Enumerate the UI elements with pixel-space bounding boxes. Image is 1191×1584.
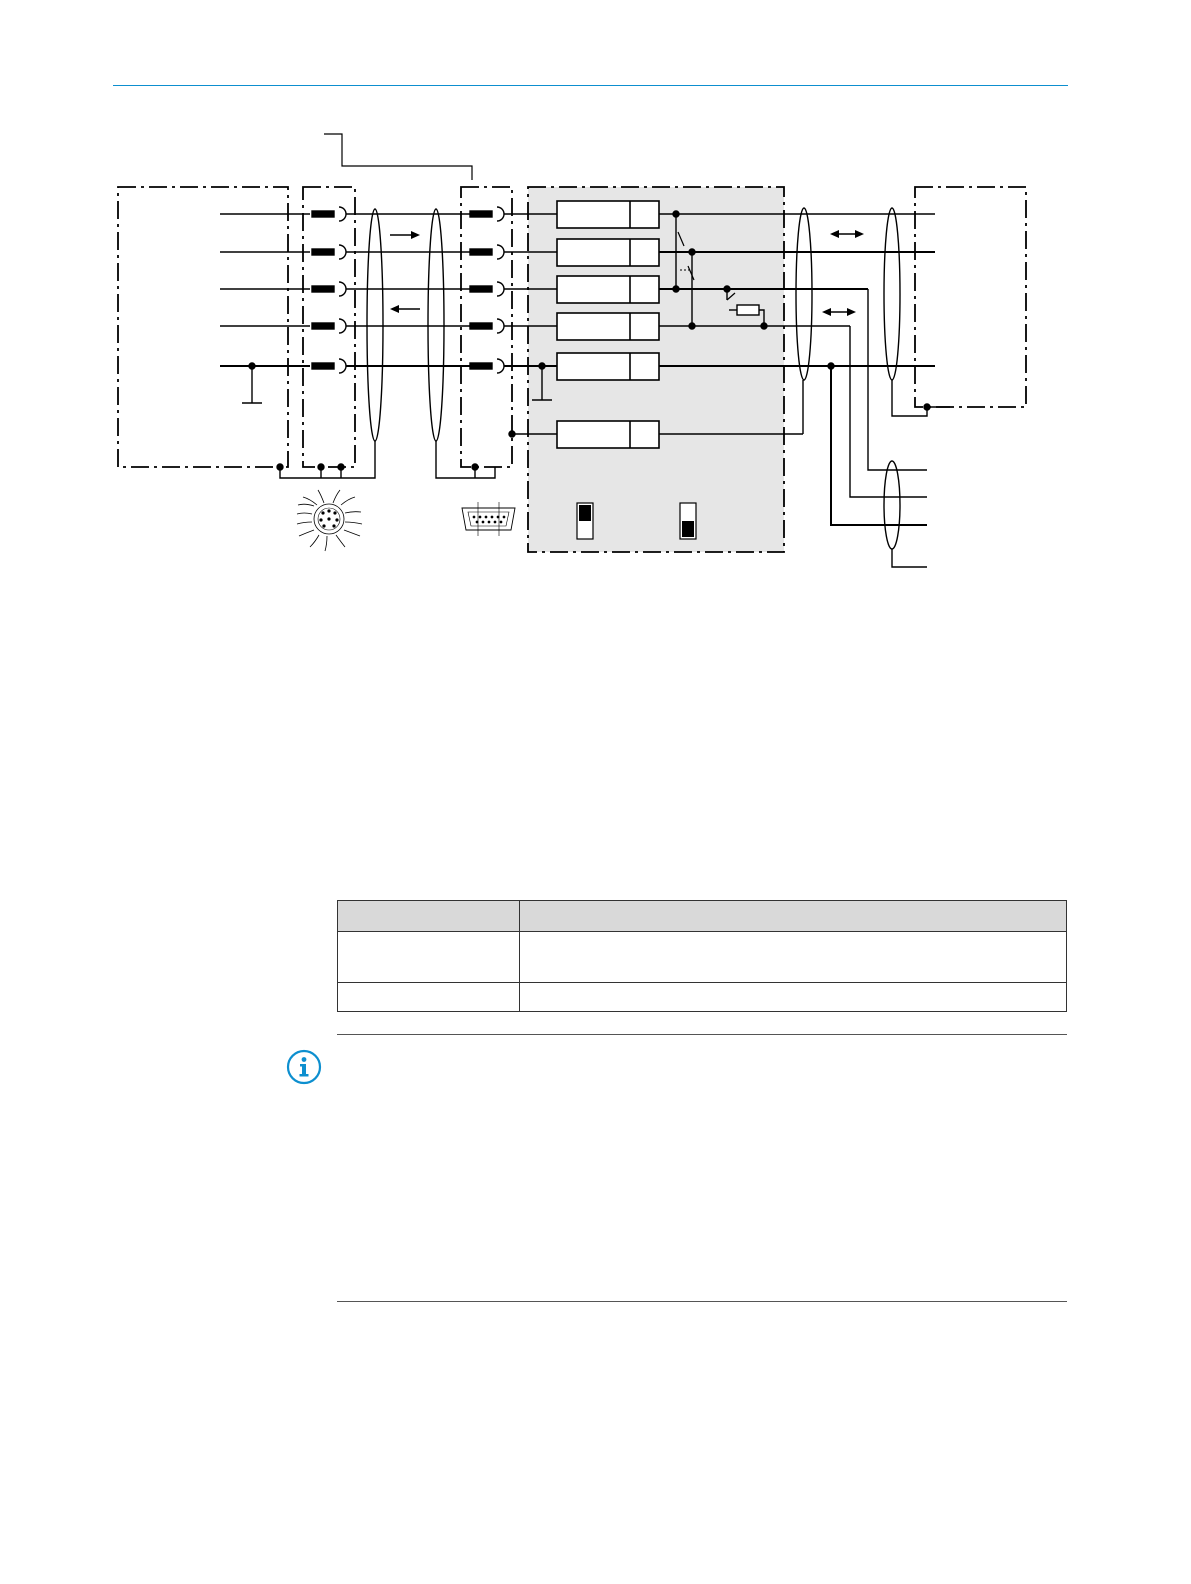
table-header-cell [338, 901, 520, 932]
table-row [338, 983, 1067, 1012]
callout-bracket [324, 134, 472, 180]
m12-round-connector-icon [297, 490, 362, 551]
d-sub-connector-icon [462, 502, 515, 536]
right-cables [796, 208, 950, 567]
shield-connections [277, 441, 495, 478]
direction-arrows [390, 231, 420, 313]
table-cell [520, 932, 1067, 983]
table-header-row [338, 901, 1067, 932]
info-icon [286, 1049, 322, 1085]
left-signal-lines [220, 214, 310, 403]
spec-table [337, 900, 1067, 1012]
note-rule-top [337, 1034, 1067, 1035]
note-rule-bottom [337, 1301, 1067, 1302]
left-device-box [118, 187, 288, 467]
right-plug-pins [470, 207, 504, 373]
cable-lines [346, 209, 470, 441]
wiring-diagram [0, 0, 1191, 600]
table-header-cell [520, 901, 1067, 932]
table-cell [338, 932, 520, 983]
remote-device-box [915, 187, 1026, 407]
table-cell [520, 983, 1067, 1012]
table-cell [338, 983, 520, 1012]
table-row [338, 932, 1067, 983]
left-plug-pins [312, 207, 346, 373]
